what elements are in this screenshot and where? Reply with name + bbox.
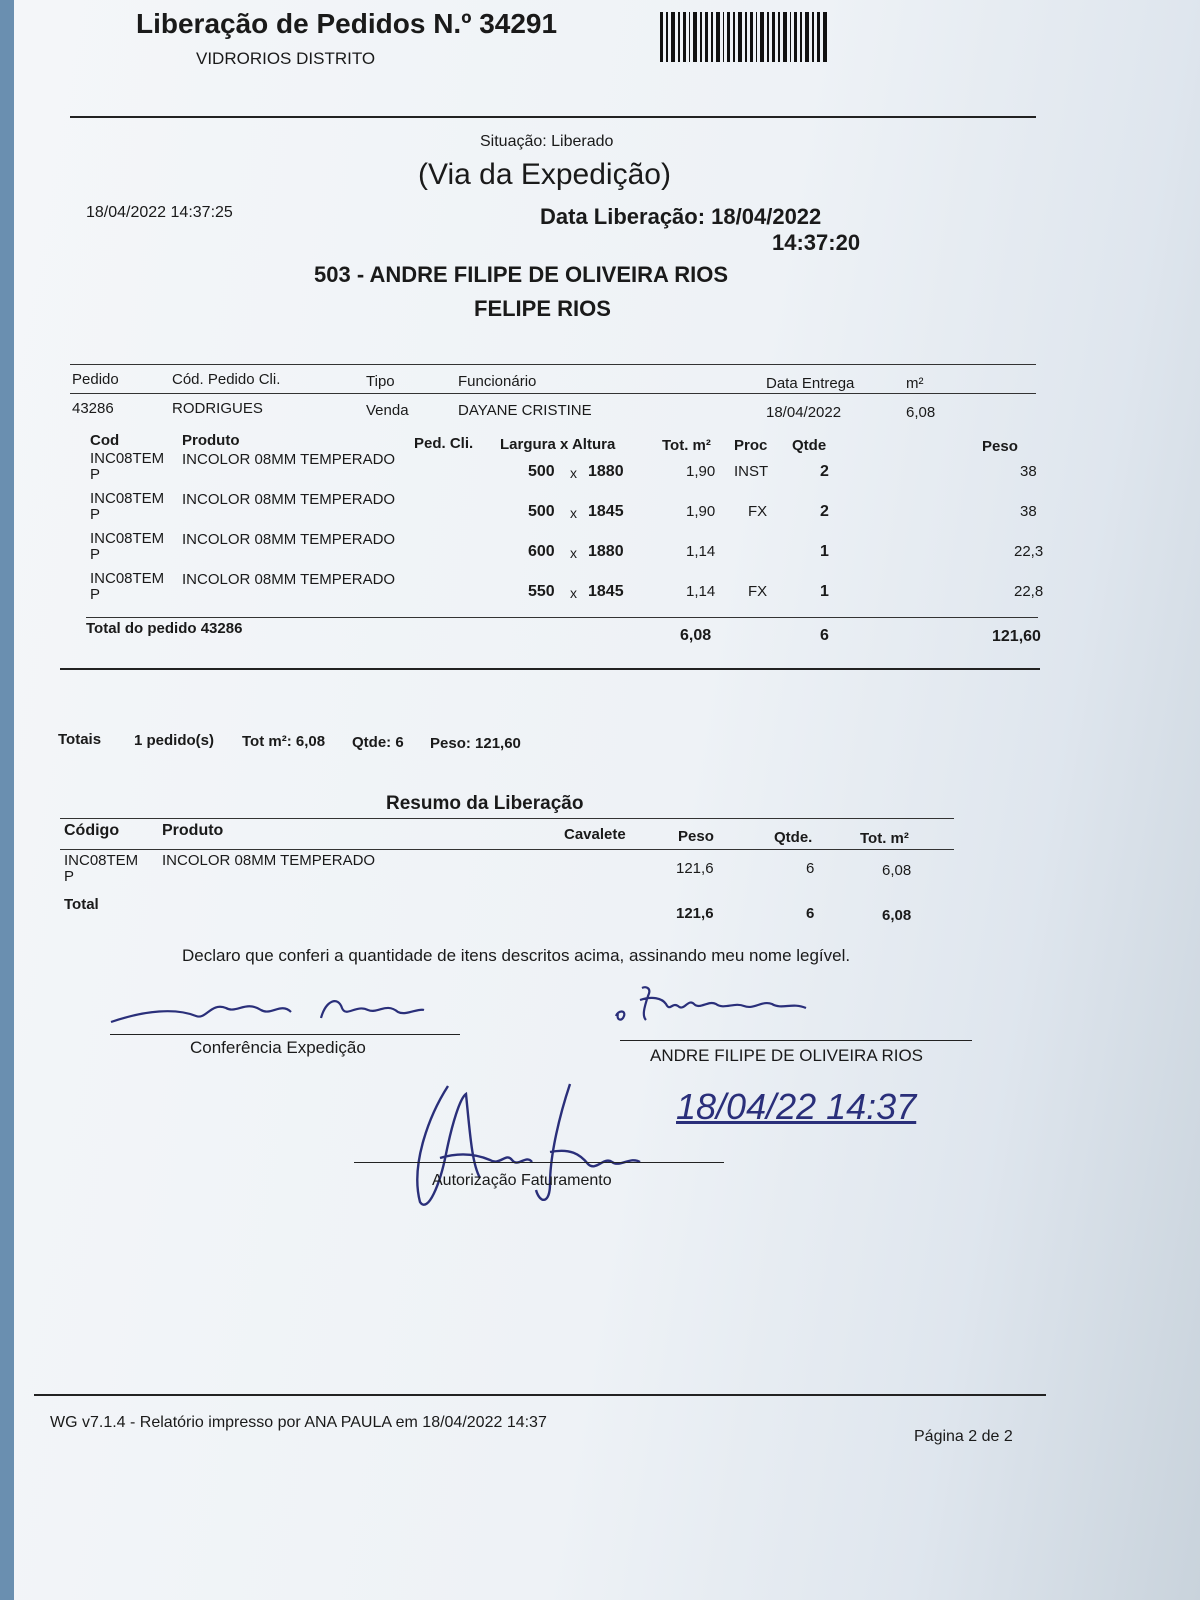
conferencia-signature: [106, 990, 426, 1030]
item-peso: 22,3: [1014, 543, 1044, 560]
items-col-produto: Produto: [182, 432, 240, 449]
summary-col-codigo: Código: [64, 822, 120, 839]
item-code: INC08TEM: [90, 570, 165, 587]
order-total-label: Total do pedido 43286: [86, 620, 243, 637]
item-code: INC08TEM: [90, 490, 165, 507]
items-end-divider: [60, 668, 1040, 670]
items-col-peso: Peso: [982, 438, 1018, 455]
item-height: 1845: [588, 583, 624, 600]
item-height: 1845: [588, 503, 624, 520]
autorizacao-signature: [400, 1074, 660, 1216]
col-data-entrega: Data Entrega: [766, 375, 855, 392]
order-delivery-date: 18/04/2022: [766, 404, 842, 421]
item-proc: FX: [748, 583, 768, 600]
item-code-suffix: P: [90, 586, 101, 603]
item-product: INCOLOR 08MM TEMPERADO: [182, 451, 396, 468]
order-number: 43286: [72, 400, 114, 417]
totals-peso: Peso: 121,60: [430, 735, 521, 752]
summary-top-line: [60, 818, 954, 819]
summary-total-qtde: 6: [806, 905, 815, 922]
handwritten-date: 18/04/22 14:37: [676, 1086, 917, 1127]
item-code-suffix: P: [90, 546, 101, 563]
order-total-qtde: 6: [820, 627, 829, 644]
conferencia-label: Conferência Expedição: [190, 1038, 366, 1057]
summary-col-produto: Produto: [162, 822, 224, 839]
col-tipo: Tipo: [366, 373, 395, 390]
company-name: VIDRORIOS DISTRITO: [196, 49, 376, 68]
item-qtde: 2: [820, 503, 829, 520]
conferencia-signature-line: [110, 1034, 460, 1035]
item-peso: 22,8: [1014, 583, 1044, 600]
summary-code-suffix: P: [64, 868, 75, 885]
totals-label: Totais: [58, 731, 102, 748]
order-total-m2: 6,08: [680, 627, 712, 644]
summary-col-tot: Tot. m²: [860, 830, 909, 847]
summary-tot: 6,08: [882, 862, 912, 879]
totals-m2: Tot m²: 6,08: [242, 733, 326, 750]
summary-total-peso: 121,6: [676, 905, 714, 922]
item-peso: 38: [1020, 463, 1037, 480]
col-m2: m²: [906, 375, 924, 392]
item-tot: 1,90: [686, 463, 716, 480]
client-signature: [612, 982, 812, 1028]
items-col-ped-cli: Ped. Cli.: [414, 435, 474, 452]
client-name: 503 - ANDRE FILIPE DE OLIVEIRA RIOS: [314, 262, 728, 287]
page-number: Página 2 de 2: [914, 1428, 1013, 1445]
order-client-code: RODRIGUES: [172, 400, 263, 417]
item-code-suffix: P: [90, 466, 101, 483]
summary-col-cavalete: Cavalete: [564, 826, 626, 843]
summary-peso: 121,6: [676, 860, 714, 877]
col-cod-pedido-cli: Cód. Pedido Cli.: [172, 371, 281, 388]
item-width: 600: [528, 543, 555, 560]
item-tot: 1,90: [686, 503, 716, 520]
item-product: INCOLOR 08MM TEMPERADO: [182, 531, 396, 548]
client-signature-name: ANDRE FILIPE DE OLIVEIRA RIOS: [650, 1046, 924, 1065]
item-times: x: [570, 465, 577, 481]
document-title: Liberação de Pedidos N.º 34291: [136, 8, 558, 39]
autorizacao-label: Autorização Faturamento: [432, 1172, 612, 1189]
footer-divider: [34, 1394, 1046, 1396]
summary-header-line: [60, 849, 954, 850]
totals-pedidos: 1 pedido(s): [134, 732, 215, 749]
item-code: INC08TEM: [90, 450, 165, 467]
release-date: Data Liberação: 18/04/2022: [540, 204, 822, 229]
item-times: x: [570, 505, 577, 521]
totals-qtde: Qtde: 6: [352, 734, 404, 751]
col-funcionario: Funcionário: [458, 373, 537, 390]
col-pedido: Pedido: [72, 371, 119, 388]
order-table-header-line: [70, 393, 1036, 394]
summary-code: INC08TEM: [64, 852, 139, 869]
item-qtde: 2: [820, 463, 829, 480]
release-time: 14:37:20: [772, 230, 861, 255]
header-divider: [70, 116, 1036, 118]
declaration-text: Declaro que conferi a quantidade de itens descritos acima, assinando meu nome legível.: [182, 946, 851, 965]
client-signature-line: [620, 1040, 972, 1041]
items-col-qtde: Qtde: [792, 437, 827, 454]
status-text: Situação: Liberado: [480, 133, 614, 150]
order-table-top-line: [70, 364, 1036, 365]
document-page: [14, 0, 1200, 1600]
item-width: 500: [528, 503, 555, 520]
item-tot: 1,14: [686, 583, 716, 600]
footer-print-info: WG v7.1.4 - Relatório impresso por ANA PAULA em 18/04/2022 14:37: [50, 1414, 547, 1431]
order-employee: DAYANE CRISTINE: [458, 402, 592, 419]
item-times: x: [570, 585, 577, 601]
items-total-line: [86, 617, 1038, 618]
item-proc: INST: [734, 463, 769, 480]
client-short-name: FELIPE RIOS: [474, 296, 611, 321]
item-code: INC08TEM: [90, 530, 165, 547]
barcode: [660, 12, 830, 62]
printed-timestamp: 18/04/2022 14:37:25: [86, 204, 233, 221]
item-code-suffix: P: [90, 506, 101, 523]
item-times: x: [570, 545, 577, 561]
item-height: 1880: [588, 543, 624, 560]
item-tot: 1,14: [686, 543, 716, 560]
autorizacao-signature-line: [354, 1162, 724, 1163]
summary-qtde: 6: [806, 860, 815, 877]
item-proc: FX: [748, 503, 768, 520]
items-col-tot: Tot. m²: [662, 437, 711, 454]
item-height: 1880: [588, 463, 624, 480]
item-qtde: 1: [820, 543, 829, 560]
item-width: 500: [528, 463, 555, 480]
item-product: INCOLOR 08MM TEMPERADO: [182, 491, 396, 508]
item-width: 550: [528, 583, 555, 600]
summary-col-peso: Peso: [678, 828, 714, 845]
item-peso: 38: [1020, 503, 1037, 520]
items-col-dims: Largura x Altura: [500, 436, 616, 453]
summary-total-tot: 6,08: [882, 907, 912, 924]
summary-total-label: Total: [64, 896, 99, 913]
order-m2: 6,08: [906, 404, 936, 421]
items-col-proc: Proc: [734, 437, 768, 454]
item-product: INCOLOR 08MM TEMPERADO: [182, 571, 396, 588]
summary-title: Resumo da Liberação: [386, 793, 584, 814]
summary-product: INCOLOR 08MM TEMPERADO: [162, 852, 376, 869]
summary-col-qtde: Qtde.: [774, 829, 813, 846]
via-title: (Via da Expedição): [418, 158, 671, 191]
order-total-peso: 121,60: [992, 628, 1041, 645]
order-type: Venda: [366, 402, 409, 419]
items-col-cod: Cod: [90, 432, 120, 449]
item-qtde: 1: [820, 583, 829, 600]
